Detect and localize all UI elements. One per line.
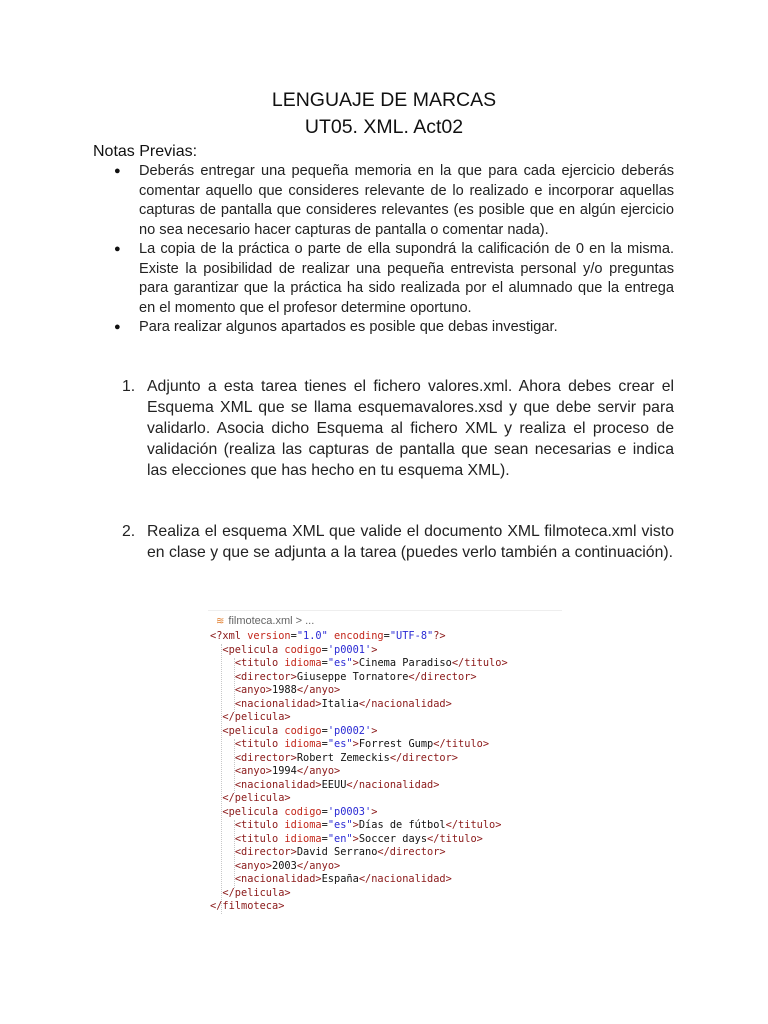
exercise-number: 2. <box>122 523 136 540</box>
document-title: LENGUAJE DE MARCAS <box>271 89 497 111</box>
titulo-line: <titulo idioma="en">Soccer days</titulo> <box>234 832 483 845</box>
exercise-text: Realiza el esquema XML que valide el documento XML filmoteca.xml visto en clase y que se adjunta a la tarea (puedes verlo también a continuación). <box>147 523 674 561</box>
nacionalidad-line: <nacionalidad>Italia</nacionalidad> <box>234 697 452 710</box>
anyo-line: <anyo>1994</anyo> <box>234 765 341 777</box>
nacionalidad-line: <nacionalidad>EEUU</nacionalidad> <box>234 778 440 791</box>
director-line: <director>David Serrano</director> <box>234 846 446 858</box>
list-item <box>114 162 674 240</box>
titulo-line: <titulo idioma="es">Días de fútbol</titulo> <box>234 819 502 831</box>
exercise-number: 1. <box>122 378 136 395</box>
list-item <box>114 318 674 338</box>
list-item-text: La copia de la práctica o parte de ella supondrá la calificación de 0 en la misma. Existe la posibilidad de realizar una pequeña entrevista personal y/o preguntas para garantizar que la práctica ha sido realizada por el alumnado que la entrega en el momento que el profesor determine oportuno. <box>139 241 674 316</box>
document-subtitle: UT05. XML. Act02 <box>304 116 464 138</box>
exercise-2 <box>122 521 674 563</box>
xml-declaration-line: <?xml version="1.0" encoding="UTF-8"?> <box>210 630 446 642</box>
rss-icon: ≋ <box>216 616 225 627</box>
anyo-line: <anyo>1988</anyo> <box>234 684 341 696</box>
list-item <box>114 240 674 318</box>
bullet-icon: ● <box>114 321 121 333</box>
pelicula-open-line: <pelicula codigo='p0001'> <box>222 643 378 656</box>
xml-code-lines <box>210 630 508 914</box>
exercise-text: Adjunto a esta tarea tienes el fichero valores.xml. Ahora debes crear el Esquema XML que se llama esquemavalores.xsd y que debe servir para validarlo. Asocia dicho Esquema al fichero XML y realiza el proceso de validación (realiza las capturas de pantalla que sean necesarias e indica las elecciones que has hecho en tu esquema XML). <box>147 378 674 479</box>
pelicula-close-line: </pelicula> <box>222 711 291 723</box>
notes-list <box>114 162 674 338</box>
bullet-icon: ● <box>114 243 121 255</box>
pelicula-open-line: <pelicula codigo='p0003'> <box>222 805 378 818</box>
bullet-icon: ● <box>114 165 121 177</box>
titulo-line: <titulo idioma="es">Forrest Gump</titulo> <box>234 738 490 750</box>
titulo-line: <titulo idioma="es">Cinema Paradiso</titulo> <box>234 657 508 669</box>
breadcrumb-text: filmoteca.xml > ... <box>228 615 315 627</box>
list-item-text: Deberás entregar una pequeña memoria en la que para cada ejercicio deberás comentar aquello que consideres relevante de lo realizado e incorporar aquellas capturas de pantalla que consideres relevantes (es posible que en algún ejercicio no sea necesario hacer capturas de pantalla o comentar nada). <box>139 163 674 238</box>
pelicula-close-line: </pelicula> <box>222 886 291 899</box>
pelicula-close-line: </pelicula> <box>222 792 291 804</box>
notes-heading: Notas Previas: <box>93 143 198 160</box>
pelicula-open-line: <pelicula codigo='p0002'> <box>222 724 378 737</box>
nacionalidad-line: <nacionalidad>España</nacionalidad> <box>234 873 452 885</box>
list-item-text: Para realizar algunos apartados es posible que debas investigar. <box>139 319 558 335</box>
editor-breadcrumb <box>216 615 314 627</box>
root-close-line: </filmoteca> <box>210 900 285 912</box>
exercise-1 <box>122 376 674 481</box>
director-line: <director>Robert Zemeckis</director> <box>234 751 459 764</box>
xml-code-screenshot <box>208 610 562 914</box>
director-line: <director>Giuseppe Tornatore</director> <box>234 670 477 683</box>
anyo-line: <anyo>2003</anyo> <box>234 859 341 872</box>
